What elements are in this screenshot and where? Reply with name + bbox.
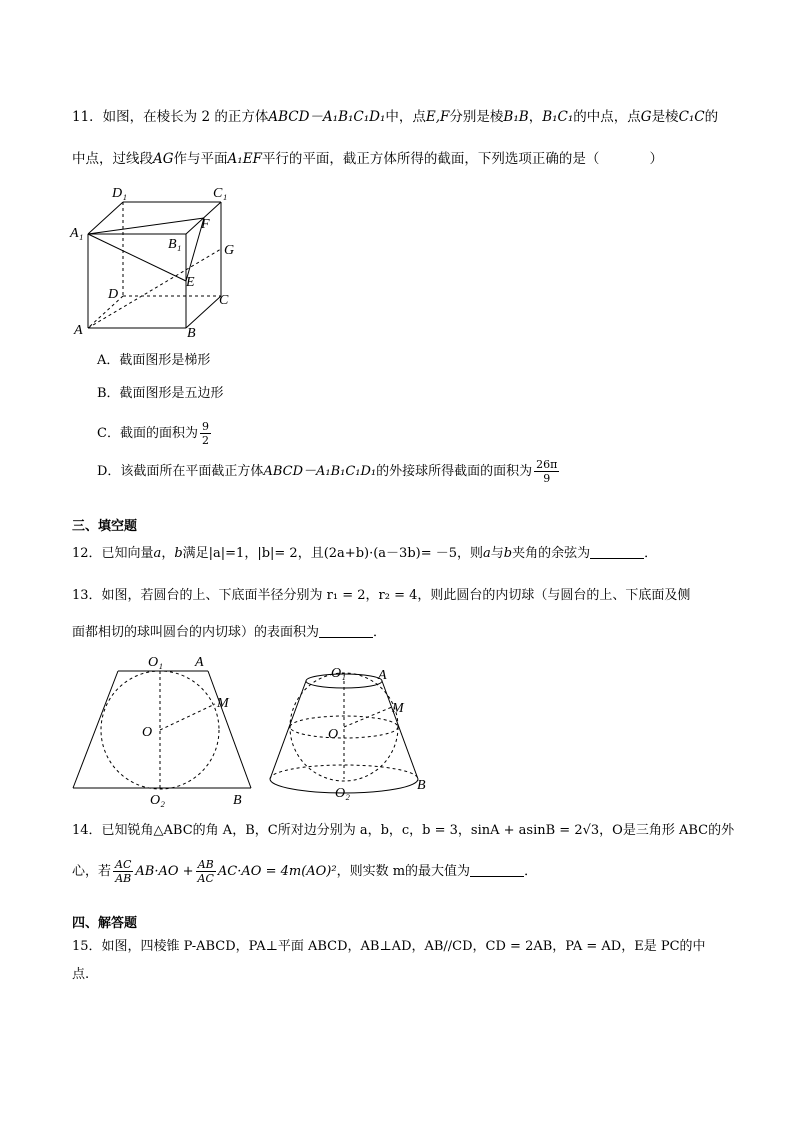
- fraction-denominator: 2: [201, 434, 209, 447]
- fraction-numerator: 9: [201, 420, 209, 433]
- option-d-text: D．该截面所在平面截正方体: [97, 464, 264, 479]
- q11-edge: B₁B: [503, 109, 529, 125]
- label-a: A: [74, 323, 83, 338]
- label-c1: C₁: [213, 186, 228, 201]
- fraction-9-2: [200, 420, 211, 447]
- option-c-text: C．截面的面积为: [97, 426, 198, 441]
- fraction-26pi-9: [534, 458, 559, 485]
- q11-line1: [72, 108, 718, 126]
- label-b1: B₁: [168, 237, 182, 252]
- fraction-numerator: AB: [196, 858, 216, 872]
- label-d: D: [108, 287, 119, 302]
- q14-tail: ．: [524, 864, 538, 879]
- q13-line2: [72, 624, 386, 642]
- label-d1: D₁: [112, 186, 127, 201]
- label-a: A: [195, 655, 204, 670]
- q14-term: AC·AO = 4m(AO)²: [217, 864, 337, 879]
- q14-text: 心，若: [72, 864, 112, 879]
- label-c: C: [219, 293, 229, 308]
- cube-figure: [68, 182, 248, 344]
- label-a: A: [378, 668, 387, 683]
- vector-a: a: [483, 546, 491, 561]
- label-b: B: [187, 326, 196, 341]
- section-solutions: 四、解答题: [72, 916, 138, 931]
- q14-line2: [72, 858, 537, 885]
- q11-edge: C₁C: [678, 109, 705, 125]
- label-b: B: [233, 793, 242, 808]
- section-fill-in: 三、填空题: [72, 519, 138, 534]
- frustum-section-figure: [68, 652, 254, 808]
- q12-line: [72, 545, 657, 563]
- q11-line2: [72, 150, 663, 168]
- q11-text: 是棱: [651, 109, 679, 125]
- q11-text: 11．如图，在棱长为 2 的正方体: [72, 109, 269, 125]
- q11-text: 的中点，点: [573, 109, 641, 125]
- label-g: G: [224, 243, 235, 258]
- q12-text: 与: [490, 546, 504, 561]
- fraction-numerator: AC: [115, 858, 132, 871]
- q14-line1: 14．已知锐角△ABC的角 A，B，C所对边分别为 a，b，c，b = 3，sinA + asinB = 2√3，O是三角形 ABC的外: [72, 823, 735, 838]
- q14-term: AB·AO +: [135, 864, 194, 879]
- fraction-denominator: AC: [197, 872, 214, 885]
- fraction-denominator: 9: [543, 472, 551, 485]
- label-o2: O₂: [150, 793, 165, 808]
- fraction-numerator: 26π: [536, 458, 558, 471]
- q11-edge: B₁C₁: [542, 109, 574, 125]
- q14-text: ，则实数 m的最大值为: [336, 864, 471, 879]
- q11-option-b: B．截面图形是五边形: [97, 386, 224, 401]
- q11-sep: ，: [528, 109, 543, 125]
- fraction-ac-ab: [113, 858, 133, 885]
- q13-line1: 13．如图，若圆台的上、下底面半径分别为 r₁ = 2，r₂ = 4，则此圆台的内切球（与圆台的上、下底面及侧: [72, 588, 691, 603]
- label-f: F: [201, 217, 210, 232]
- q11-option-d: [97, 458, 561, 485]
- label-b: B: [417, 778, 426, 793]
- q11-text: 中，点: [385, 109, 426, 125]
- label-o: O: [142, 725, 153, 740]
- q11-points-ef: E,F: [425, 109, 450, 125]
- label-o1: O₁: [331, 666, 346, 681]
- q13-tail: ．: [373, 625, 387, 640]
- q15-line1: 15．如图，四棱锥 P-ABCD，PA⊥平面 ABCD，AB⊥AD，AB//CD，CD = 2AB，PA = AD，E是 PC的中: [72, 939, 706, 954]
- option-d-cube: ABCD－A₁B₁C₁D₁: [263, 464, 377, 479]
- q11-point-g: G: [640, 109, 652, 125]
- option-d-text: 的外接球所得截面的面积为: [376, 464, 533, 479]
- fraction-ab-ac: [196, 858, 216, 885]
- frustum-3d-figure: [264, 657, 436, 803]
- q12-text: 12．已知向量: [72, 546, 154, 561]
- q13-text: 面都相切的球叫圆台的内切球）的表面积为: [72, 625, 320, 640]
- q12-condition: 满足|a|=1，|b|= 2，且(2a+b)·(a－3b)= －5，则: [182, 546, 484, 561]
- q11-option-a: A．截面图形是梯形: [97, 353, 211, 368]
- label-o1: O₁: [148, 655, 163, 670]
- vector-b: b: [503, 546, 513, 561]
- label-m: M: [217, 696, 229, 711]
- q11-cube-name: ABCD－A₁B₁C₁D₁: [268, 109, 386, 125]
- q11-text: 分别是棱: [449, 109, 504, 125]
- q15-line2: 点.: [72, 967, 90, 982]
- q11-option-c: [97, 420, 213, 447]
- label-e: E: [186, 275, 195, 290]
- vector-a: a: [153, 546, 162, 561]
- answer-blank[interactable]: [319, 625, 373, 638]
- label-m: M: [392, 701, 404, 716]
- answer-blank[interactable]: [470, 864, 524, 877]
- q11-paren-close: ）: [649, 151, 663, 167]
- q11-text: 的: [704, 109, 719, 125]
- q11-text: 作与平面: [173, 151, 228, 167]
- vector-b: b: [174, 546, 183, 561]
- label-o2: O₂: [335, 786, 350, 801]
- q12-tail: ．: [644, 546, 658, 561]
- q12-text: 夹角的余弦为: [512, 546, 591, 561]
- answer-blank[interactable]: [590, 546, 644, 559]
- fraction-denominator: AB: [115, 872, 132, 885]
- label-a1: A₁: [70, 226, 84, 241]
- q11-plane: A₁EF: [227, 151, 262, 167]
- q11-segment: AG: [153, 151, 174, 167]
- q12-sep: ，: [161, 546, 175, 561]
- q11-text: 中点，过线段: [72, 151, 153, 167]
- label-o: O: [328, 727, 339, 742]
- q11-text: 平行的平面，截正方体所得的截面，下列选项正确的是（: [261, 151, 600, 167]
